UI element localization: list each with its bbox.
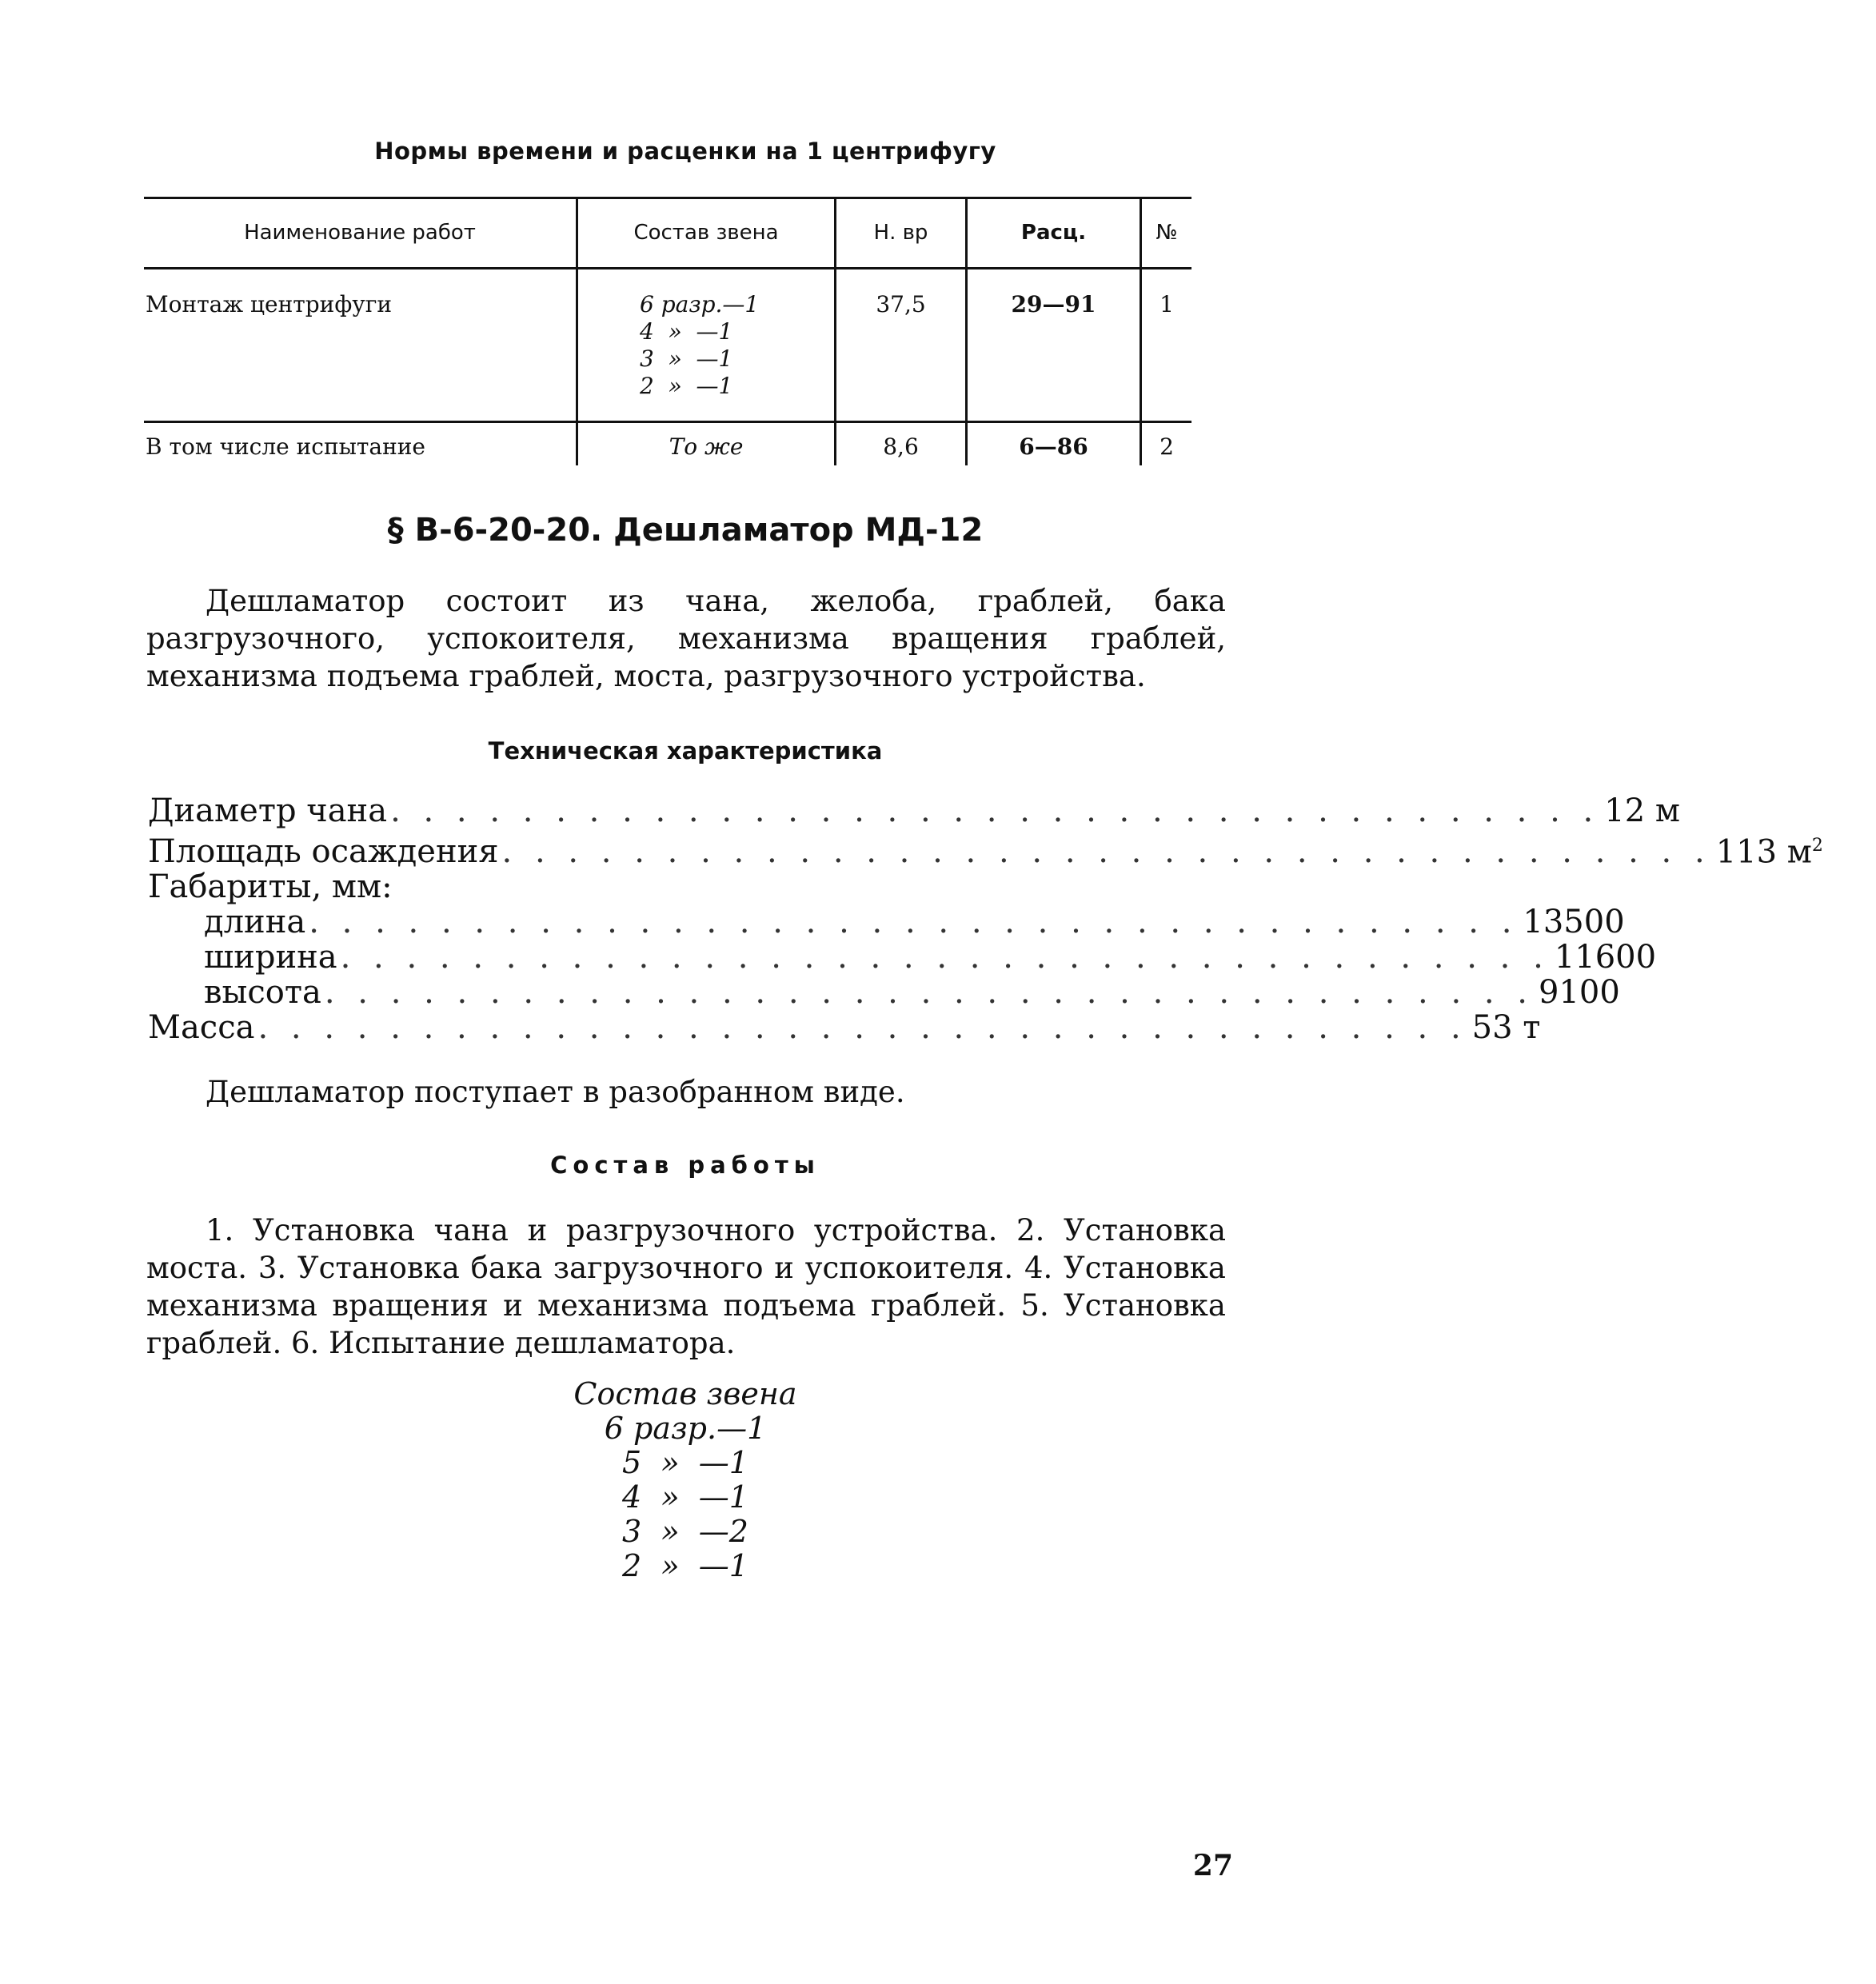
spec-value: 13500 xyxy=(1523,904,1625,941)
leader-dots: . . . . . . . . . . . . . . . . . . . . . . . . . . . . . . . . . . . . . xyxy=(390,792,1600,829)
section-title: § В-6-20-20. Дешламатор МД-12 xyxy=(387,512,984,549)
table-cell-crew xyxy=(640,291,759,400)
crew-line: 6 разр.—1 xyxy=(640,291,760,317)
spec-label: длина xyxy=(204,904,306,941)
table-title: Нормы времени и расценки на 1 центрифугу xyxy=(374,138,996,165)
table-cell-norm: 37,5 xyxy=(876,291,926,317)
norms-table xyxy=(144,197,1191,465)
table-cell-norm: 8,6 xyxy=(883,433,919,460)
leader-dots: . . . . . . . . . . . . . . . . . . . . . . . . . . . . . . . . . . . . . xyxy=(324,974,1535,1012)
spec-value: 11600 xyxy=(1554,939,1657,976)
spec-value-text: 113 м xyxy=(1715,833,1812,871)
table-cell-work: В том числе испытание xyxy=(146,433,425,460)
brigade-title: Состав звена xyxy=(573,1376,797,1411)
work-paragraph: 1. Установка чана и разгрузочного устройства. 2. Установка моста. 3. Установка бака загрузочного и успокоителя. 4. Установка механизма вращения и механизма подъема граблей. 5. Установка граблей. 6. Испытание дешламатора. xyxy=(146,1213,1226,1360)
brigade-composition xyxy=(0,1377,1371,1583)
brigade-line: 4 » —1 xyxy=(622,1479,748,1515)
table-cell-rate: 6—86 xyxy=(1019,433,1088,460)
table-top-rule xyxy=(144,197,1191,199)
table-row-rule xyxy=(144,421,1191,423)
spec-row xyxy=(148,792,1680,829)
intro-paragraph: Дешламатор состоит из чана, желоба, граблей, бака разгрузочного, успокоителя, механизма вращения граблей, механизма подъема граблей, моста, разгрузочного устройства. xyxy=(146,584,1226,693)
brigade-line: 5 » —1 xyxy=(622,1445,748,1480)
spec-label: высота xyxy=(204,974,321,1012)
work-title: Состав работы xyxy=(550,1152,820,1179)
leader-dots: . . . . . . . . . . . . . . . . . . . . . . . . . . . . . . . . . . . . . xyxy=(309,904,1519,941)
brigade-line: 3 » —2 xyxy=(622,1514,748,1549)
table-header-number: № xyxy=(1156,221,1178,245)
crew-line: 2 » —1 xyxy=(640,373,733,399)
spec-value: 53 т xyxy=(1471,1009,1541,1047)
spec-label: ширина xyxy=(204,939,337,976)
tech-spec-list xyxy=(148,792,1823,1047)
table-cell-work: Монтаж центрифуги xyxy=(146,291,393,317)
table-cell-number: 1 xyxy=(1160,291,1174,317)
leader-dots: . . . . . . . . . . . . . . . . . . . . . . . . . . . . . . . . . . . . . xyxy=(501,833,1711,871)
page-number: 27 xyxy=(1192,1849,1233,1882)
spec-label: Площадь осаждения xyxy=(148,833,499,871)
spec-label: Диаметр чана xyxy=(148,792,388,829)
spec-value xyxy=(1711,828,1876,869)
leader-dots: . . . . . . . . . . . . . . . . . . . . . . . . . . . . . . . . . . . . . xyxy=(340,939,1550,976)
table-header-norm: Н. вр xyxy=(873,221,928,245)
table-cell-rate: 29—91 xyxy=(1011,291,1096,317)
spec-value-sup: 2 xyxy=(1811,836,1823,856)
spec-row xyxy=(148,939,1657,976)
spec-row xyxy=(148,904,1625,941)
spec-value: 9100 xyxy=(1539,974,1620,1012)
leader-dots: . . . . . . . . . . . . . . . . . . . . . . . . . . . . . . . . . . . . . xyxy=(257,1009,1467,1047)
crew-line: 4 » —1 xyxy=(640,318,733,345)
table-header-rule xyxy=(144,267,1191,269)
spec-row xyxy=(148,828,1823,871)
table-cell-number: 2 xyxy=(1160,433,1174,460)
spec-label: Масса xyxy=(148,1009,255,1047)
table-cell-crew: То же xyxy=(669,433,744,460)
spec-group-label: Габариты, мм: xyxy=(148,868,393,906)
spec-row xyxy=(148,1009,1541,1047)
spec-row xyxy=(148,869,1108,904)
spec-value: 12 м xyxy=(1604,792,1680,829)
delivery-note: Дешламатор поступает в разобранном виде. xyxy=(206,1075,905,1109)
crew-line: 3 » —1 xyxy=(640,345,733,372)
spec-row xyxy=(148,974,1620,1012)
table-header-rate: Расц. xyxy=(1020,221,1087,245)
table-header-work: Наименование работ xyxy=(244,221,476,245)
table-header-crew: Состав звена xyxy=(633,221,779,245)
brigade-line: 6 разр.—1 xyxy=(604,1411,767,1446)
brigade-line: 2 » —1 xyxy=(622,1548,748,1583)
tech-spec-title: Техническая характеристика xyxy=(488,737,883,764)
